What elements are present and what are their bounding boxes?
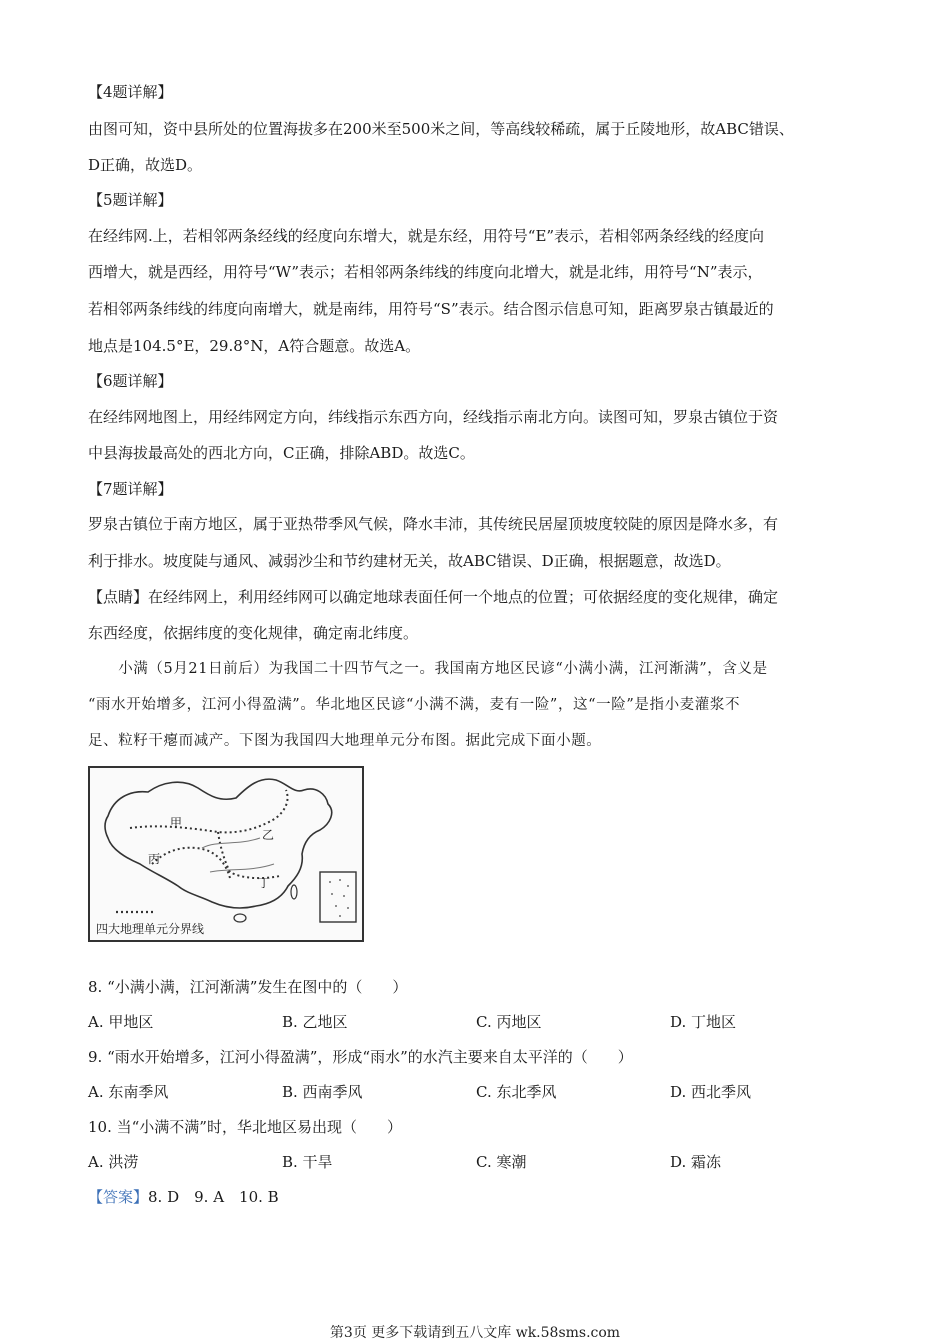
map-label-yi: 乙 [262, 828, 275, 842]
map-label-jia: 甲 [170, 816, 183, 830]
section-7-line-2: 利于排水。坡度陡与通风、减弱沙尘和节约建材无关，故ABC错误、D正确，根据题意，故选D。 [88, 552, 731, 570]
answer-text: 8. D 9. A 10. B [148, 1188, 279, 1206]
river-2 [202, 838, 260, 848]
south-china-sea-inset [320, 872, 356, 922]
map-legend-caption: 四大地理单元分界线 [96, 922, 205, 936]
section-4-title: 【4题详解】 [88, 83, 173, 101]
section-4-line-1: 由图可知，资中县所处的位置海拔多在200米至500米之间，等高线较稀疏，属于丘陵地形，故ABC错误、 [88, 120, 794, 138]
question-8-option-c: C. 丙地区 [476, 1013, 542, 1031]
section-7-line-1: 罗泉古镇位于南方地区，属于亚热带季风气候，降水丰沛，其传统民居屋顶坡度较陡的原因是降水多，有 [88, 515, 779, 533]
question-9-option-d: D. 西北季风 [670, 1083, 752, 1101]
question-10-option-a: A. 洪涝 [88, 1153, 139, 1171]
question-9-option-a: A. 东南季风 [88, 1083, 169, 1101]
answer-line [88, 1187, 279, 1207]
map-label-bing: 丙 [148, 852, 161, 866]
passage-line-1: 小满（5月21日前后）为我国二十四节气之一。我国南方地区民谚“小满小满，江河渐满”，含义是 [88, 661, 768, 677]
question-9-stem: 9. “雨水开始增多，江河小得盈满”，形成“雨水”的水汽主要来自太平洋的（ ） [88, 1048, 633, 1066]
section-5-line-1: 在经纬网.上，若相邻两条经线的经度向东增大，就是东经，用符号“E”表示，若相邻两条经线的经度向 [88, 227, 765, 245]
passage-line-3: 足、粒籽干瘪而减产。下图为我国四大地理单元分布图。据此完成下面小题。 [88, 733, 602, 749]
inset-islands [329, 879, 349, 917]
question-8-stem: 8. “小满小满，江河渐满”发生在图中的（ ） [88, 978, 408, 996]
river-1 [210, 864, 274, 872]
hainan-island [234, 914, 246, 922]
passage-line-2: “雨水开始增多，江河小得盈满”。华北地区民谚“小满不满，麦有一险”，这“一险”是指小麦灌浆不 [88, 697, 741, 713]
section-5-line-4: 地点是104.5°E，29.8°N，A符合题意。故选A。 [88, 337, 421, 355]
section-7-title: 【7题详解】 [88, 480, 173, 498]
taiwan-island [291, 885, 297, 899]
section-6-line-2: 中县海拔最高处的西北方向，C正确，排除ABD。故选C。 [88, 444, 475, 462]
question-9-option-c: C. 东北季风 [476, 1083, 557, 1101]
boundary-qinghai-tibet [152, 848, 230, 878]
china-map-graphic [90, 768, 362, 940]
section-6-title: 【6题详解】 [88, 372, 173, 390]
question-10-option-b: B. 干旱 [282, 1153, 333, 1171]
comment-line-2: 东西经度，依据纬度的变化规律，确定南北纬度。 [88, 624, 419, 642]
section-6-line-1: 在经纬网地图上，用经纬网定方向，纬线指示东西方向，经线指示南北方向。读图可知，罗泉古镇位于资 [88, 408, 779, 426]
map-label-ding: 丁 [258, 876, 271, 890]
question-10-option-d: D. 霜冻 [670, 1153, 722, 1171]
question-8-option-d: D. 丁地区 [670, 1013, 737, 1031]
question-10-stem: 10. 当“小满不满”时，华北地区易出现（ ） [88, 1118, 402, 1136]
answer-tag: 【答案】 [88, 1188, 149, 1206]
comment-line-1: 【点睛】在经纬网上，利用经纬网可以确定地球表面任何一个地点的位置；可依据经度的变化规律，确定 [88, 588, 779, 606]
question-10-option-c: C. 寒潮 [476, 1153, 527, 1171]
question-8-option-b: B. 乙地区 [282, 1013, 348, 1031]
section-5-line-2: 西增大，就是西经，用符号“W”表示；若相邻两条纬线的纬度向北增大，就是北纬，用符号“N”表示， [88, 263, 763, 281]
section-5-title: 【5题详解】 [88, 191, 173, 209]
page-footer: 第3页 更多下载请到五八文库 wk.58sms.com [329, 1325, 621, 1341]
question-8-option-a: A. 甲地区 [88, 1013, 154, 1031]
section-5-line-3: 若相邻两条纬线的纬度向南增大，就是南纬，用符号“S”表示。结合图示信息可知，距离罗泉古镇最近的 [88, 300, 774, 318]
section-4-line-2: D正确，故选D。 [88, 156, 203, 174]
china-regions-map [88, 766, 364, 942]
question-9-option-b: B. 西南季风 [282, 1083, 363, 1101]
